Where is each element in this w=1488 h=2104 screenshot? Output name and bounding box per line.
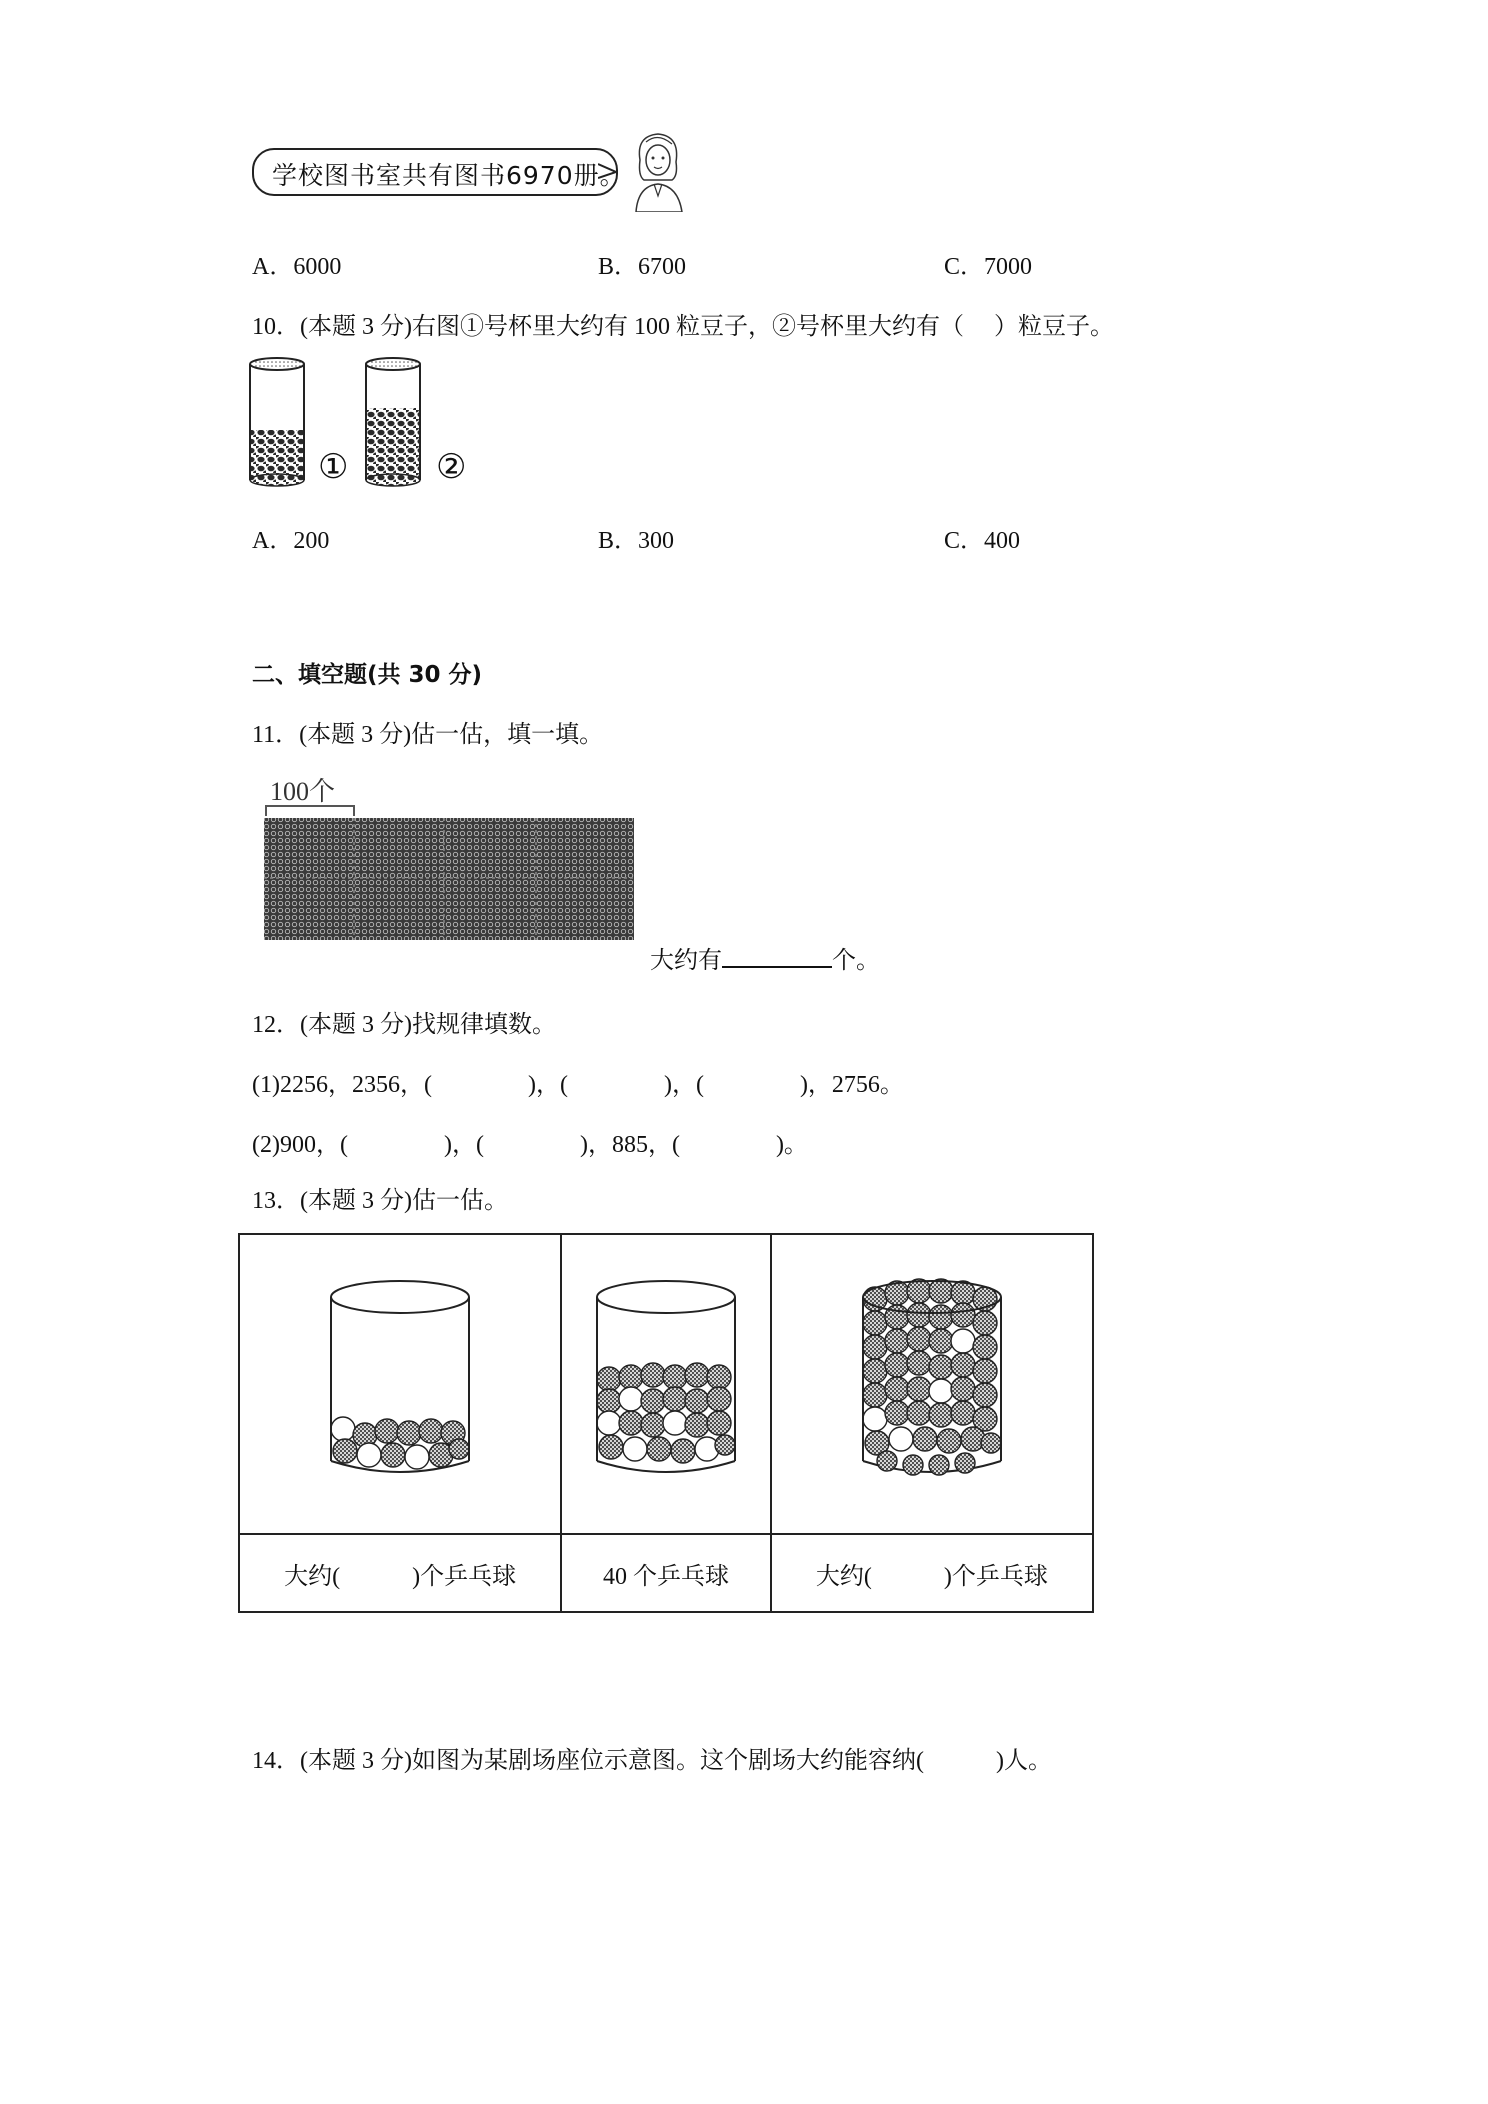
q11-stem: 11．(本题 3 分)估一估，填一填。 bbox=[252, 722, 604, 748]
cup-2-icon bbox=[366, 358, 420, 486]
q9-option-a[interactable]: A．6000 bbox=[252, 254, 342, 280]
q11-answer-suffix: 个。 bbox=[832, 948, 880, 974]
ping-pong-estimate-table bbox=[238, 1233, 1094, 1613]
q9-option-c[interactable]: C．7000 bbox=[944, 254, 1033, 280]
q12-line-1[interactable]: (1)2256，2356，( )，( )，( )，2756。 bbox=[252, 1072, 904, 1098]
dots-grid-illustration bbox=[256, 774, 642, 946]
jar-full-balls-icon bbox=[857, 1271, 1007, 1491]
cup-1-icon bbox=[250, 358, 304, 486]
cell-label-3[interactable]: 大约( )个乒乓球 bbox=[771, 1534, 1093, 1612]
cup-1-label: ① bbox=[318, 447, 349, 487]
jar-cell-1 bbox=[239, 1234, 561, 1534]
q10-option-c[interactable]: C．400 bbox=[944, 528, 1021, 554]
jar-forty-balls-icon bbox=[591, 1271, 741, 1491]
bracket-label: 100个 bbox=[270, 777, 336, 806]
q9-option-b[interactable]: B．6700 bbox=[598, 254, 687, 280]
q13-stem: 13．(本题 3 分)估一估。 bbox=[252, 1188, 508, 1214]
q11-answer-blank[interactable] bbox=[722, 944, 832, 968]
jar-cell-2 bbox=[561, 1234, 770, 1534]
bubble-text: 学校图书室共有图书6970册。 bbox=[272, 161, 626, 190]
q12-line-2[interactable]: (2)900，( )，( )，885，( )。 bbox=[252, 1132, 808, 1158]
q10-option-a[interactable]: A．200 bbox=[252, 528, 330, 554]
jar-cell-3 bbox=[771, 1234, 1093, 1534]
bean-cups-illustration bbox=[246, 356, 476, 492]
girl-illustration-icon bbox=[628, 130, 688, 212]
jar-few-balls-icon bbox=[325, 1271, 475, 1491]
cell-label-2: 40 个乒乓球 bbox=[561, 1534, 770, 1612]
q10-option-b[interactable]: B．300 bbox=[598, 528, 675, 554]
section-title: 二、填空题(共 30 分) bbox=[252, 662, 483, 688]
cell-label-1[interactable]: 大约( )个乒乓球 bbox=[239, 1534, 561, 1612]
q12-stem: 12．(本题 3 分)找规律填数。 bbox=[252, 1012, 556, 1038]
q14-stem: 14．(本题 3 分)如图为某剧场座位示意图。这个剧场大约能容纳( )人。 bbox=[252, 1748, 1052, 1774]
q11-answer-prefix: 大约有 bbox=[650, 948, 722, 974]
q10-stem: 10．(本题 3 分)右图①号杯里大约有 100 粒豆子，②号杯里大约有（ ）粒豆子。 bbox=[252, 314, 1114, 340]
cup-2-label: ② bbox=[436, 447, 467, 487]
q11-answer-line bbox=[650, 940, 880, 975]
